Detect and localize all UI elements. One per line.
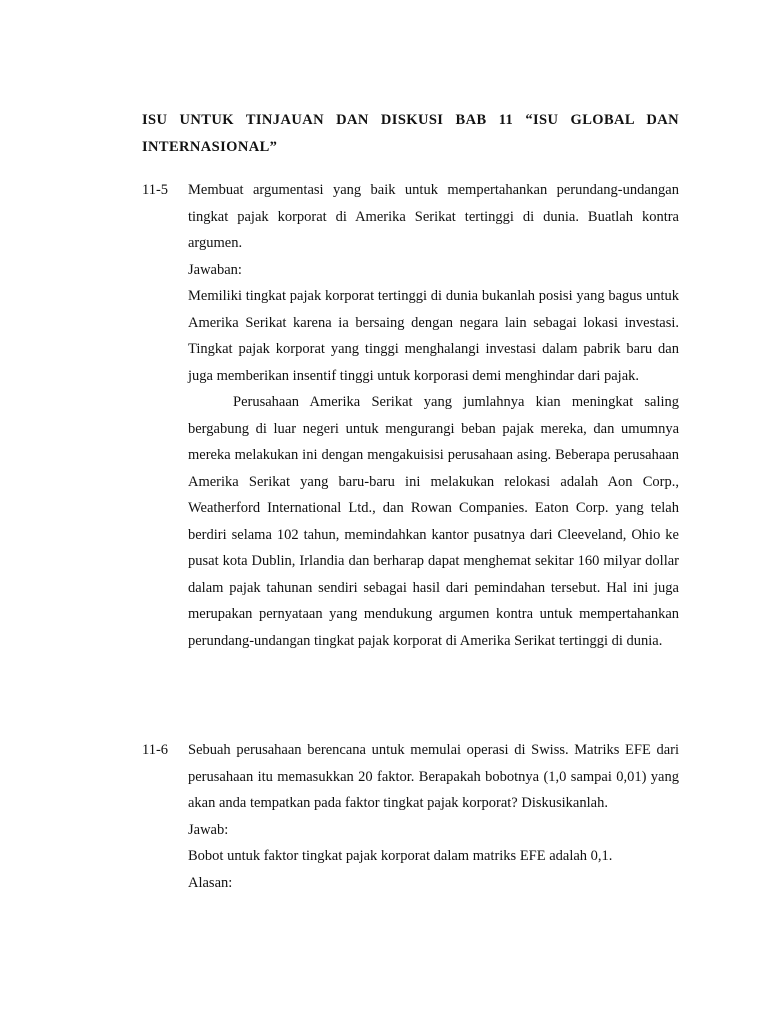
reason-label: Alasan: (188, 874, 233, 891)
question-number: 11-6 (142, 742, 169, 758)
document-heading: ISU UNTUK TINJAUAN DAN DISKUSI BAB 11 “ISU GLOBAL DAN INTERNASIONAL” (142, 112, 679, 155)
question-body (188, 177, 679, 654)
question-number: 11-5 (142, 182, 169, 198)
question-text: Sebuah perusahaan berencana untuk memulai operasi di Swiss. Matriks EFE dari perusahaan itu memasukkan 20 faktor. Berapakah bobotnya (1,0 sampai 0,01) yang akan anda tempatkan pada faktor tingkat pajak korporat? Diskusikanlah. (188, 742, 679, 811)
question-text: Membuat argumentasi yang baik untuk mempertahankan perundang-undangan tingkat pajak korporat di Amerika Serikat tertinggi di dunia. Buatlah kontra argumen. (188, 182, 679, 251)
answer-paragraph: Perusahaan Amerika Serikat yang jumlahnya kian meningkat saling bergabung di luar negeri untuk mengurangi beban pajak mereka, dan umumnya mereka melakukan ini dengan mengakuisisi perusahaan asing. Beberapa perusahaan Amerika Serikat yang baru-baru ini melakukan relokasi adalah Aon Corp., Weatherford International Ltd., dan Rowan Companies. Eaton Corp. yang telah berdiri selama 102 tahun, memindahkan kantor pusatnya dari Cleeveland, Ohio ke pusat kota Dublin, Irlandia dan berharap dapat menghemat sekitar 160 milyar dollar dalam pajak tahunan sendiri sebagai hasil dari pemindahan tersebut. Hal ini juga merupakan pernyataan yang mendukung argumen kontra untuk mempertahankan perundang-undangan tingkat pajak korporat di Amerika Serikat tertinggi di dunia. (188, 394, 679, 649)
question-body (188, 737, 679, 896)
answer-label: Jawab: (188, 821, 229, 838)
answer-paragraph: Memiliki tingkat pajak korporat tertinggi di dunia bukanlah posisi yang bagus untuk Amerika Serikat karena ia bersaing dengan negara lain sebagai lokasi investasi. Tingkat pajak korporat yang tinggi menghalangi investasi dalam pabrik baru dan juga memberikan insentif tinggi untuk korporasi demi menghindar dari pajak. (188, 288, 679, 384)
answer-label: Jawaban: (188, 261, 242, 278)
answer-line: Bobot untuk faktor tingkat pajak korporat dalam matriks EFE adalah 0,1. (188, 848, 613, 864)
